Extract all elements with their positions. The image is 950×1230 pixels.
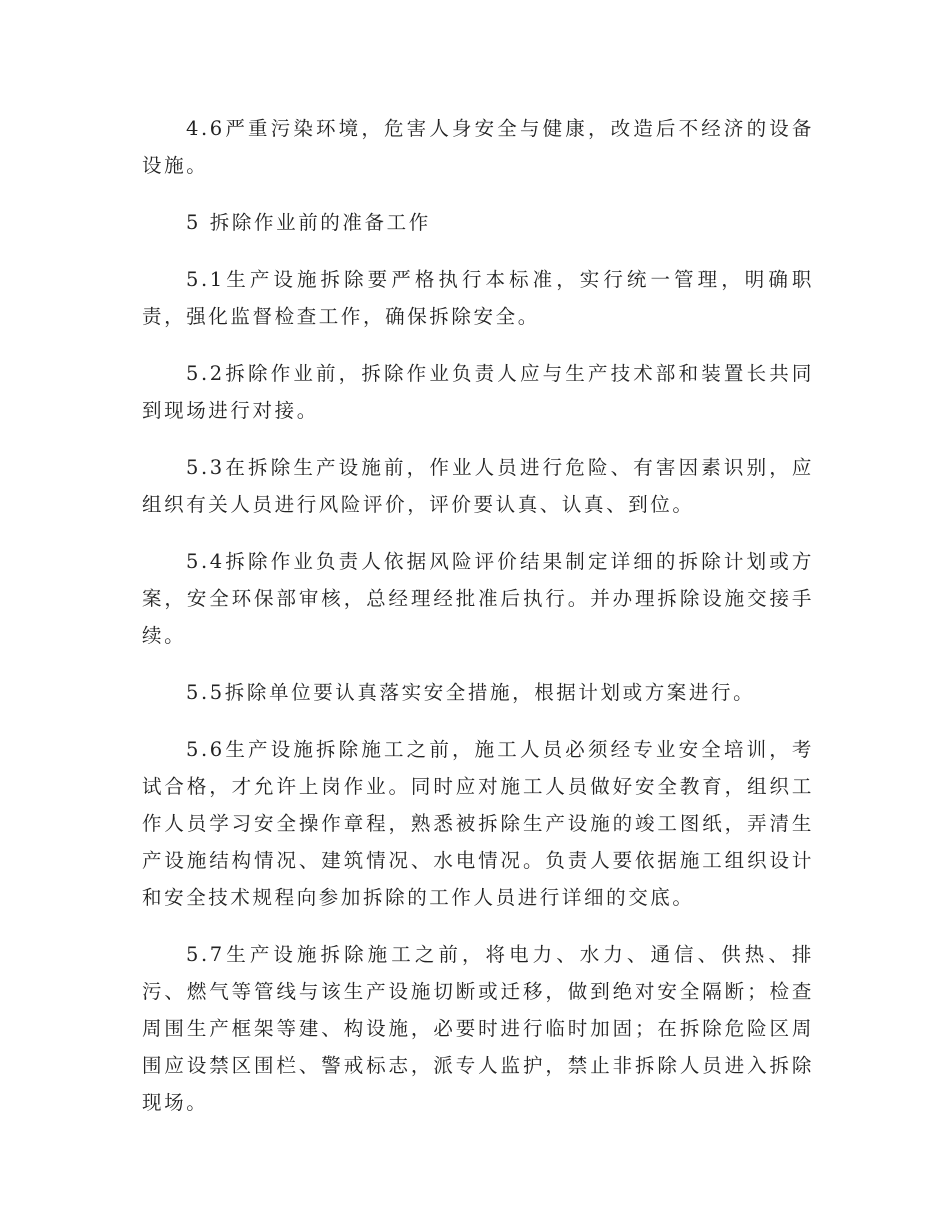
paragraph-5-1: 5.1生产设施拆除要严格执行本标准，实行统一管理，明确职责，强化监督检查工作，确保拆除安全。 [142, 268, 814, 328]
paragraph-4-6: 4.6严重污染环境，危害人身安全与健康，改造后不经济的设备设施。 [142, 117, 814, 177]
paragraph-5-6: 5.6生产设施拆除施工之前，施工人员必须经专业安全培训，考试合格，才允许上岗作业。同时应对施工人员做好安全教育，组织工作人员学习安全操作章程，熟悉被拆除生产设施的竣工图纸，弄清生产设施结构情况、建筑情况、水电情况。负责人要依据施工组织设计和安全技术规程向参加拆除的工作人员进行详细的交底。 [142, 738, 814, 909]
paragraph-5-7: 5.7生产设施拆除施工之前，将电力、水力、通信、供热、排污、燃气等管线与该生产设施切断或迁移，做到绝对安全隔断；检查周围生产框架等建、构设施，必要时进行临时加固；在拆除危险区周围应设禁区围栏、警戒标志，派专人监护，禁止非拆除人员进入拆除现场。 [142, 943, 814, 1114]
paragraph-5-4: 5.4拆除作业负责人依据风险评价结果制定详细的拆除计划或方案，安全环保部审核，总经理经批准后执行。并办理拆除设施交接手续。 [142, 550, 814, 647]
section-heading-5: 5 拆除作业前的准备工作 [186, 211, 431, 234]
paragraph-5-3: 5.3在拆除生产设施前，作业人员进行危险、有害因素识别，应组织有关人员进行风险评价，评价要认真、认真、到位。 [142, 456, 814, 516]
document-body [142, 110, 814, 1141]
paragraph-5-2: 5.2拆除作业前，拆除作业负责人应与生产技术部和装置长共同到现场进行对接。 [142, 362, 814, 422]
paragraph-5-5: 5.5拆除单位要认真落实安全措施，根据计划或方案进行。 [186, 681, 756, 704]
